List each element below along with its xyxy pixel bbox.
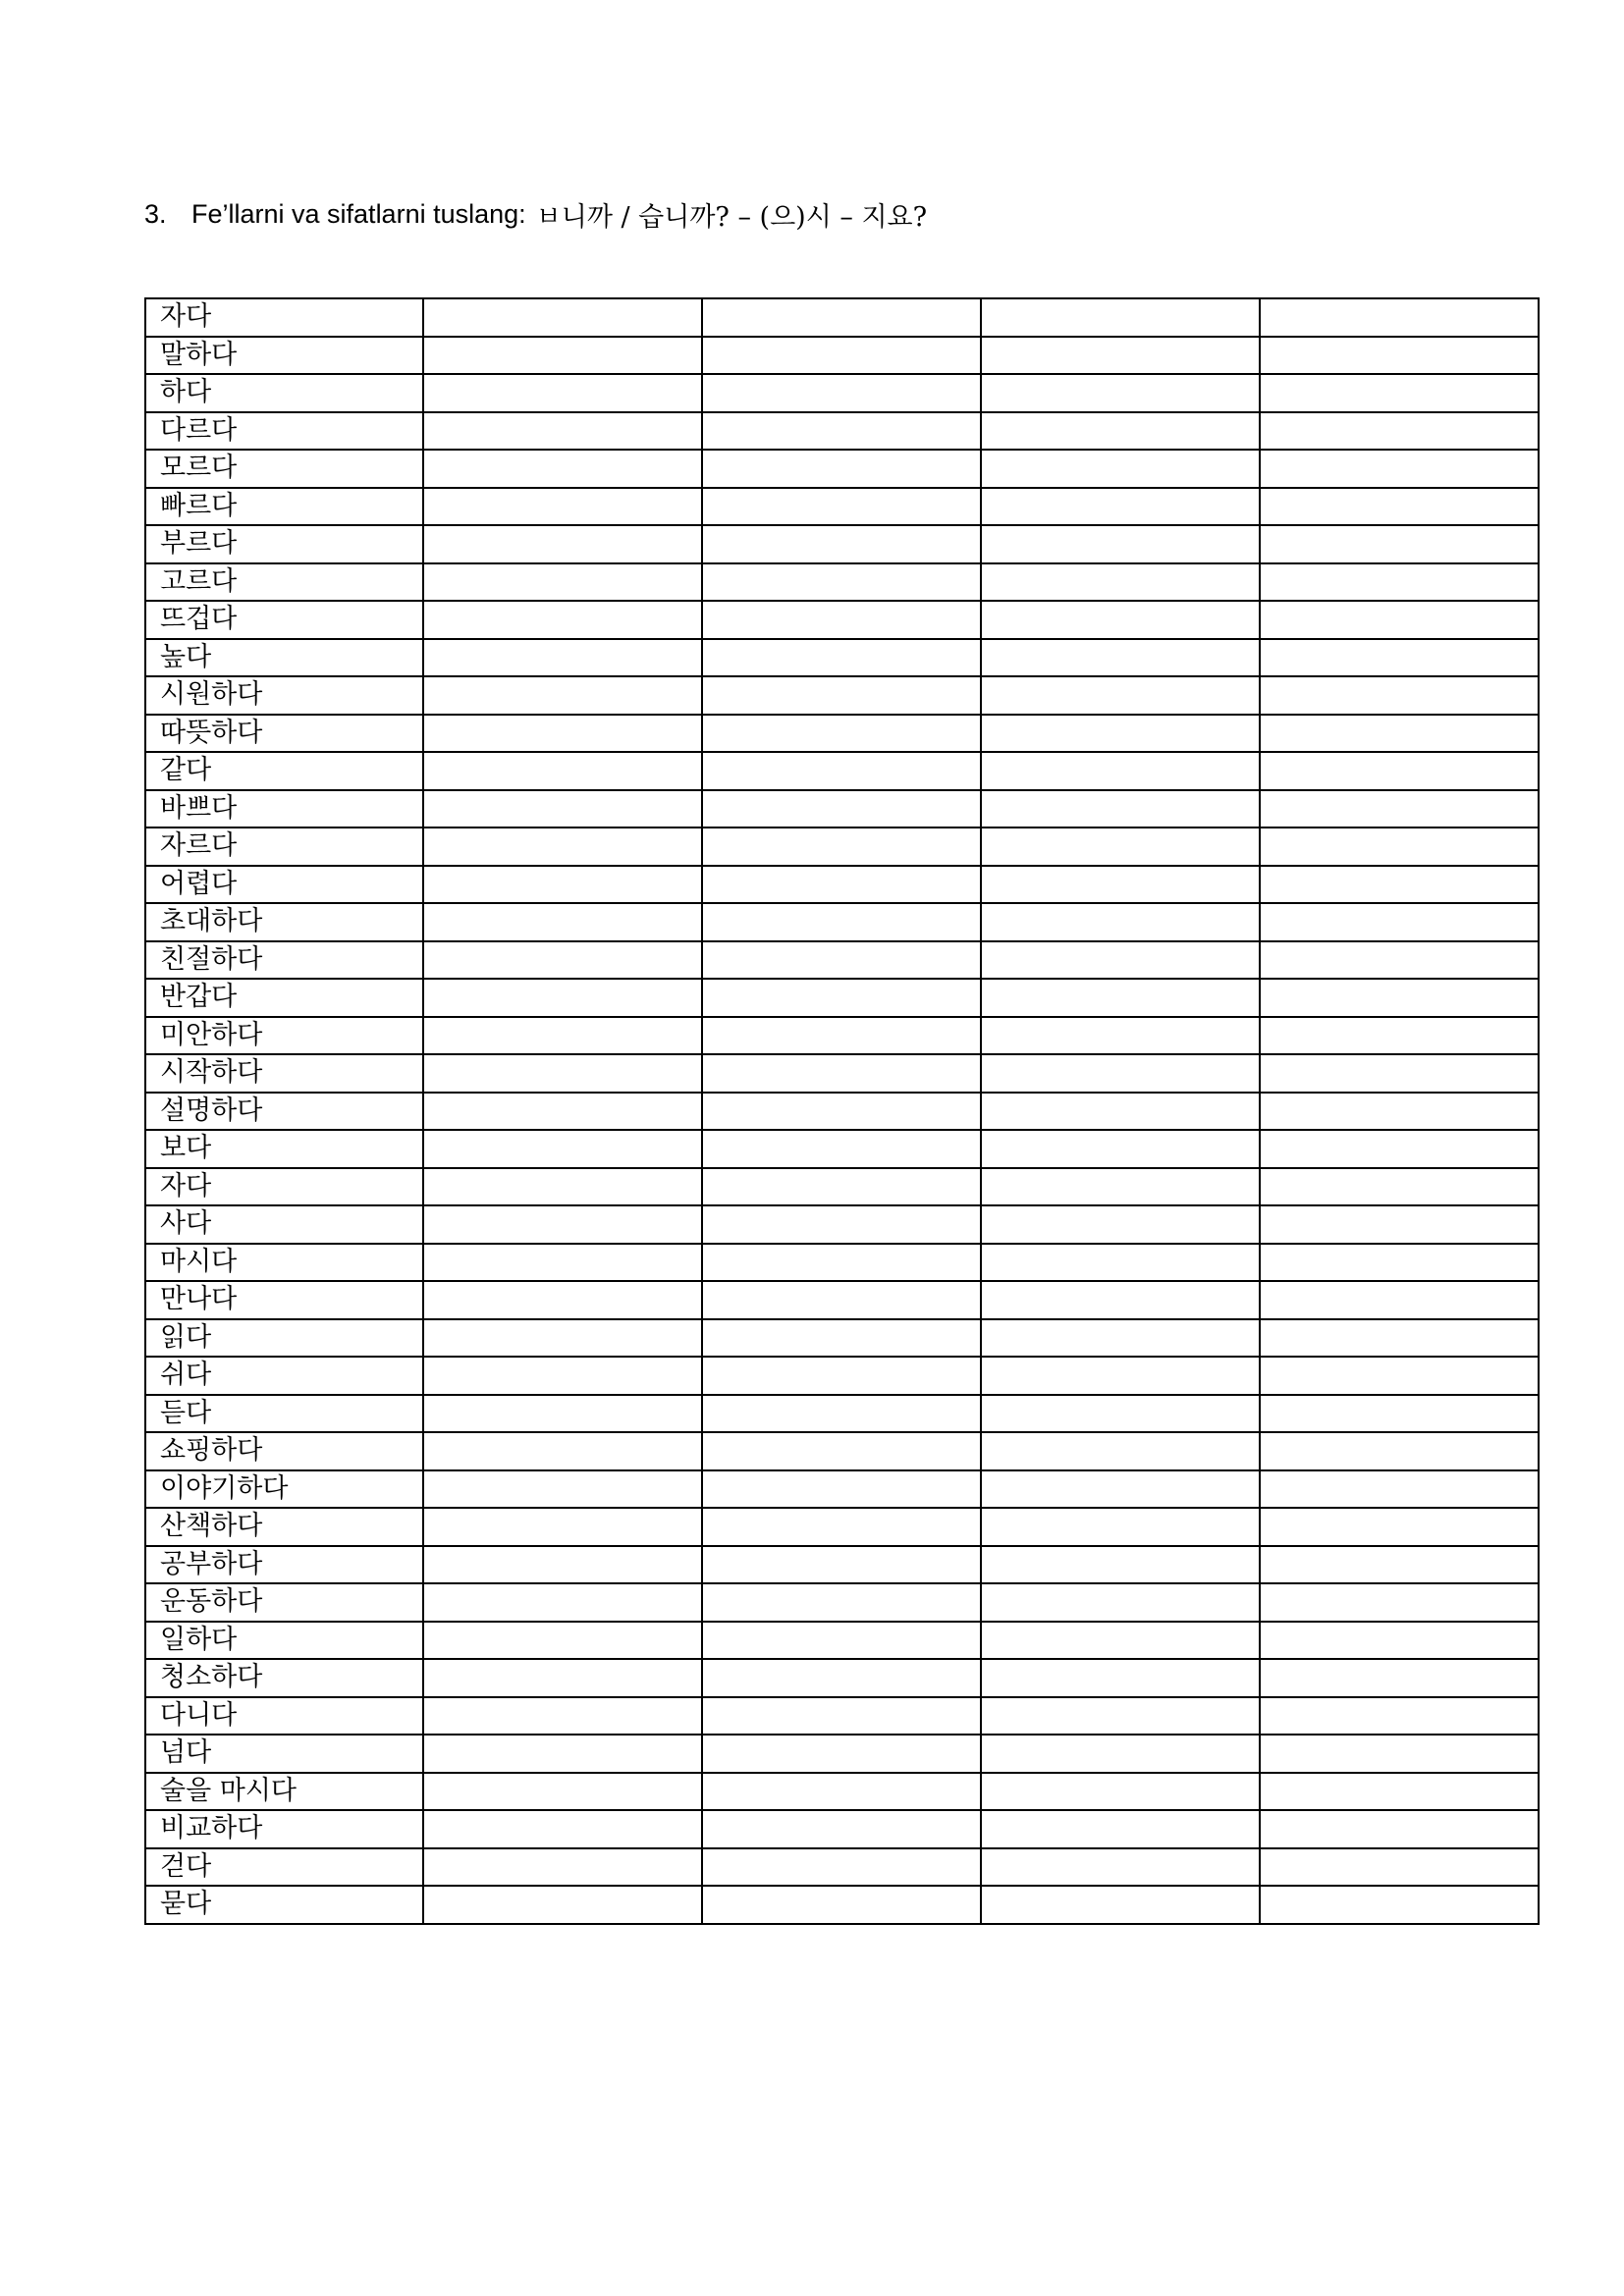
table-row — [145, 752, 1539, 790]
answer-cell[interactable] — [702, 298, 981, 337]
word-cell: 만나다 — [145, 1281, 423, 1319]
answer-cell[interactable] — [702, 1168, 981, 1206]
word-cell: 다니다 — [145, 1697, 423, 1735]
answer-cell[interactable] — [702, 979, 981, 1017]
answer-cell[interactable] — [981, 601, 1260, 639]
answer-cell[interactable] — [981, 1773, 1260, 1811]
table-row — [145, 1168, 1539, 1206]
answer-cell[interactable] — [423, 1470, 702, 1509]
answer-cell[interactable] — [423, 450, 702, 488]
answer-cell[interactable] — [1260, 1168, 1539, 1206]
answer-cell[interactable] — [1260, 676, 1539, 715]
answer-cell[interactable] — [702, 790, 981, 828]
answer-cell[interactable] — [981, 1583, 1260, 1622]
word-cell: 높다 — [145, 639, 423, 677]
answer-cell[interactable] — [981, 1622, 1260, 1660]
word-cell: 시작하다 — [145, 1054, 423, 1093]
answer-cell[interactable] — [423, 979, 702, 1017]
answer-cell[interactable] — [423, 412, 702, 451]
word-cell: 다르다 — [145, 412, 423, 451]
answer-cell[interactable] — [423, 1622, 702, 1660]
table-row — [145, 563, 1539, 602]
answer-cell[interactable] — [423, 1017, 702, 1055]
word-cell: 듣다 — [145, 1395, 423, 1433]
table-row — [145, 1622, 1539, 1660]
answer-cell[interactable] — [423, 488, 702, 526]
word-cell: 말하다 — [145, 337, 423, 375]
table-row — [145, 941, 1539, 980]
answer-cell[interactable] — [981, 790, 1260, 828]
answer-cell[interactable] — [423, 337, 702, 375]
answer-cell[interactable] — [981, 488, 1260, 526]
answer-cell[interactable] — [423, 715, 702, 753]
table-row — [145, 1470, 1539, 1509]
answer-cell[interactable] — [702, 1848, 981, 1887]
answer-cell[interactable] — [1260, 1810, 1539, 1848]
answer-cell[interactable] — [702, 1470, 981, 1509]
answer-cell[interactable] — [1260, 1848, 1539, 1887]
word-cell: 부르다 — [145, 525, 423, 563]
answer-cell[interactable] — [423, 1508, 702, 1546]
answer-cell[interactable] — [423, 1281, 702, 1319]
answer-cell[interactable] — [981, 1130, 1260, 1168]
table-row — [145, 828, 1539, 866]
word-cell: 초대하다 — [145, 903, 423, 941]
answer-cell[interactable] — [423, 601, 702, 639]
word-cell: 사다 — [145, 1205, 423, 1244]
answer-cell[interactable] — [423, 1583, 702, 1622]
answer-cell[interactable] — [981, 563, 1260, 602]
table-row — [145, 525, 1539, 563]
answer-cell[interactable] — [981, 337, 1260, 375]
word-cell: 모르다 — [145, 450, 423, 488]
table-row — [145, 1810, 1539, 1848]
answer-cell[interactable] — [1260, 1093, 1539, 1131]
answer-cell[interactable] — [981, 1093, 1260, 1131]
answer-cell[interactable] — [1260, 601, 1539, 639]
answer-cell[interactable] — [981, 979, 1260, 1017]
answer-cell[interactable] — [702, 828, 981, 866]
word-cell: 쇼핑하다 — [145, 1432, 423, 1470]
table-row — [145, 337, 1539, 375]
answer-cell[interactable] — [702, 1395, 981, 1433]
answer-cell[interactable] — [981, 1281, 1260, 1319]
answer-cell[interactable] — [1260, 1773, 1539, 1811]
answer-cell[interactable] — [981, 1168, 1260, 1206]
table-row — [145, 1546, 1539, 1584]
answer-cell[interactable] — [981, 1054, 1260, 1093]
answer-cell[interactable] — [702, 715, 981, 753]
table-row — [145, 790, 1539, 828]
answer-cell[interactable] — [702, 563, 981, 602]
answer-cell[interactable] — [1260, 337, 1539, 375]
answer-cell[interactable] — [981, 1735, 1260, 1773]
answer-cell[interactable] — [1260, 563, 1539, 602]
table-row — [145, 1848, 1539, 1887]
answer-cell[interactable] — [423, 903, 702, 941]
answer-cell[interactable] — [702, 1697, 981, 1735]
table-row — [145, 979, 1539, 1017]
answer-cell[interactable] — [702, 601, 981, 639]
conjugation-table — [144, 297, 1540, 1925]
answer-cell[interactable] — [423, 1244, 702, 1282]
word-cell: 걷다 — [145, 1848, 423, 1887]
answer-cell[interactable] — [423, 1432, 702, 1470]
answer-cell[interactable] — [1260, 1432, 1539, 1470]
answer-cell[interactable] — [981, 1017, 1260, 1055]
answer-cell[interactable] — [981, 1395, 1260, 1433]
answer-cell[interactable] — [1260, 525, 1539, 563]
table-row — [145, 1017, 1539, 1055]
answer-cell[interactable] — [1260, 1697, 1539, 1735]
answer-cell[interactable] — [1260, 1054, 1539, 1093]
answer-cell[interactable] — [981, 1432, 1260, 1470]
answer-cell[interactable] — [423, 1735, 702, 1773]
answer-cell[interactable] — [1260, 374, 1539, 412]
answer-cell[interactable] — [702, 1583, 981, 1622]
table-row — [145, 1054, 1539, 1093]
table-row — [145, 1432, 1539, 1470]
word-cell: 쉬다 — [145, 1357, 423, 1395]
answer-cell[interactable] — [423, 1810, 702, 1848]
answer-cell[interactable] — [1260, 298, 1539, 337]
table-row — [145, 1886, 1539, 1924]
answer-cell[interactable] — [423, 828, 702, 866]
answer-cell[interactable] — [702, 488, 981, 526]
answer-cell[interactable] — [702, 450, 981, 488]
answer-cell[interactable] — [702, 525, 981, 563]
answer-cell[interactable] — [981, 715, 1260, 753]
answer-cell[interactable] — [981, 1848, 1260, 1887]
answer-cell[interactable] — [702, 1432, 981, 1470]
table-row — [145, 1773, 1539, 1811]
answer-cell[interactable] — [702, 941, 981, 980]
word-cell: 운동하다 — [145, 1583, 423, 1622]
word-cell: 술을 마시다 — [145, 1773, 423, 1811]
answer-cell[interactable] — [702, 676, 981, 715]
answer-cell[interactable] — [702, 374, 981, 412]
answer-cell[interactable] — [1260, 1205, 1539, 1244]
word-cell: 일하다 — [145, 1622, 423, 1660]
word-cell: 바쁘다 — [145, 790, 423, 828]
answer-cell[interactable] — [702, 1054, 981, 1093]
answer-cell[interactable] — [702, 1017, 981, 1055]
table-row — [145, 298, 1539, 337]
answer-cell[interactable] — [702, 1130, 981, 1168]
answer-cell[interactable] — [423, 1319, 702, 1358]
answer-cell[interactable] — [702, 1319, 981, 1358]
table-row — [145, 1508, 1539, 1546]
word-cell: 친절하다 — [145, 941, 423, 980]
answer-cell[interactable] — [981, 1659, 1260, 1697]
answer-cell[interactable] — [981, 1508, 1260, 1546]
word-cell: 청소하다 — [145, 1659, 423, 1697]
word-cell: 빠르다 — [145, 488, 423, 526]
answer-cell[interactable] — [423, 866, 702, 904]
answer-cell[interactable] — [423, 563, 702, 602]
answer-cell[interactable] — [423, 1546, 702, 1584]
answer-cell[interactable] — [981, 412, 1260, 451]
answer-cell[interactable] — [702, 1735, 981, 1773]
answer-cell[interactable] — [423, 1697, 702, 1735]
answer-cell[interactable] — [981, 639, 1260, 677]
answer-cell[interactable] — [981, 1357, 1260, 1395]
answer-cell[interactable] — [423, 374, 702, 412]
answer-cell[interactable] — [702, 1281, 981, 1319]
answer-cell[interactable] — [981, 866, 1260, 904]
word-cell: 미안하다 — [145, 1017, 423, 1055]
answer-cell[interactable] — [423, 1659, 702, 1697]
answer-cell[interactable] — [1260, 790, 1539, 828]
answer-cell[interactable] — [702, 1773, 981, 1811]
word-cell: 뜨겁다 — [145, 601, 423, 639]
answer-cell[interactable] — [702, 412, 981, 451]
table-row — [145, 1697, 1539, 1735]
answer-cell[interactable] — [702, 903, 981, 941]
word-cell: 산책하다 — [145, 1508, 423, 1546]
answer-cell[interactable] — [702, 1810, 981, 1848]
answer-cell[interactable] — [423, 1168, 702, 1206]
answer-cell[interactable] — [702, 1508, 981, 1546]
answer-cell[interactable] — [702, 1622, 981, 1660]
answer-cell[interactable] — [1260, 1357, 1539, 1395]
answer-cell[interactable] — [1260, 979, 1539, 1017]
answer-cell[interactable] — [423, 790, 702, 828]
answer-cell[interactable] — [981, 676, 1260, 715]
answer-cell[interactable] — [1260, 941, 1539, 980]
answer-cell[interactable] — [423, 525, 702, 563]
answer-cell[interactable] — [1260, 1508, 1539, 1546]
answer-cell[interactable] — [1260, 1470, 1539, 1509]
answer-cell[interactable] — [1260, 1546, 1539, 1584]
answer-cell[interactable] — [1260, 1886, 1539, 1924]
table-row — [145, 639, 1539, 677]
table-row — [145, 1093, 1539, 1131]
answer-cell[interactable] — [1260, 828, 1539, 866]
answer-cell[interactable] — [981, 1697, 1260, 1735]
word-cell: 마시다 — [145, 1244, 423, 1282]
table-row — [145, 866, 1539, 904]
answer-cell[interactable] — [423, 941, 702, 980]
word-cell: 넘다 — [145, 1735, 423, 1773]
answer-cell[interactable] — [702, 1886, 981, 1924]
table-row — [145, 374, 1539, 412]
answer-cell[interactable] — [702, 1093, 981, 1131]
answer-cell[interactable] — [423, 752, 702, 790]
answer-cell[interactable] — [1260, 412, 1539, 451]
answer-cell[interactable] — [423, 1054, 702, 1093]
answer-cell[interactable] — [1260, 715, 1539, 753]
answer-cell[interactable] — [981, 450, 1260, 488]
word-cell: 이야기하다 — [145, 1470, 423, 1509]
answer-cell[interactable] — [702, 639, 981, 677]
table-row — [145, 1583, 1539, 1622]
word-cell: 묻다 — [145, 1886, 423, 1924]
table-row — [145, 1659, 1539, 1697]
answer-cell[interactable] — [423, 1093, 702, 1131]
table-row — [145, 676, 1539, 715]
answer-cell[interactable] — [981, 374, 1260, 412]
answer-cell[interactable] — [702, 752, 981, 790]
answer-cell[interactable] — [1260, 1659, 1539, 1697]
table-row — [145, 1244, 1539, 1282]
word-cell: 어렵다 — [145, 866, 423, 904]
answer-cell[interactable] — [702, 1546, 981, 1584]
exercise-instruction: Fe’llarni va sifatlarni tuslang: — [191, 198, 526, 229]
exercise-endings: ㅂ니까 / 습니까? – (으)시 – 지요? — [535, 201, 928, 233]
word-cell: 비교하다 — [145, 1810, 423, 1848]
table-row — [145, 1130, 1539, 1168]
table-row — [145, 1735, 1539, 1773]
table-row — [145, 1395, 1539, 1433]
table-row — [145, 412, 1539, 451]
answer-cell[interactable] — [702, 337, 981, 375]
word-cell: 자다 — [145, 298, 423, 337]
answer-cell[interactable] — [702, 866, 981, 904]
answer-cell[interactable] — [1260, 1583, 1539, 1622]
answer-cell[interactable] — [981, 1319, 1260, 1358]
table-row — [145, 903, 1539, 941]
answer-cell[interactable] — [1260, 866, 1539, 904]
word-cell: 자르다 — [145, 828, 423, 866]
answer-cell[interactable] — [1260, 1017, 1539, 1055]
word-cell: 같다 — [145, 752, 423, 790]
answer-cell[interactable] — [981, 828, 1260, 866]
answer-cell[interactable] — [1260, 903, 1539, 941]
answer-cell[interactable] — [981, 298, 1260, 337]
table-row — [145, 488, 1539, 526]
word-cell: 자다 — [145, 1168, 423, 1206]
answer-cell[interactable] — [981, 1886, 1260, 1924]
answer-cell[interactable] — [1260, 1281, 1539, 1319]
answer-cell[interactable] — [1260, 450, 1539, 488]
answer-cell[interactable] — [423, 1395, 702, 1433]
answer-cell[interactable] — [1260, 1622, 1539, 1660]
answer-cell[interactable] — [702, 1205, 981, 1244]
table-row — [145, 1205, 1539, 1244]
answer-cell[interactable] — [423, 298, 702, 337]
word-cell: 고르다 — [145, 563, 423, 602]
word-cell: 읽다 — [145, 1319, 423, 1358]
exercise-number: 3. — [144, 198, 167, 229]
table-row — [145, 450, 1539, 488]
answer-cell[interactable] — [1260, 752, 1539, 790]
answer-cell[interactable] — [981, 941, 1260, 980]
word-cell: 하다 — [145, 374, 423, 412]
answer-cell[interactable] — [702, 1357, 981, 1395]
answer-cell[interactable] — [1260, 1319, 1539, 1358]
answer-cell[interactable] — [981, 752, 1260, 790]
answer-cell[interactable] — [1260, 1244, 1539, 1282]
answer-cell[interactable] — [981, 1205, 1260, 1244]
table-row — [145, 601, 1539, 639]
table-row — [145, 1319, 1539, 1358]
answer-cell[interactable] — [423, 639, 702, 677]
table-row — [145, 715, 1539, 753]
answer-cell[interactable] — [1260, 488, 1539, 526]
answer-cell[interactable] — [981, 903, 1260, 941]
answer-cell[interactable] — [423, 1205, 702, 1244]
answer-cell[interactable] — [981, 1244, 1260, 1282]
answer-cell[interactable] — [702, 1244, 981, 1282]
table-row — [145, 1357, 1539, 1395]
answer-cell[interactable] — [981, 1810, 1260, 1848]
conjugation-table-body — [145, 298, 1539, 1924]
answer-cell[interactable] — [423, 1357, 702, 1395]
answer-cell[interactable] — [702, 1659, 981, 1697]
answer-cell[interactable] — [981, 1546, 1260, 1584]
answer-cell[interactable] — [1260, 1130, 1539, 1168]
answer-cell[interactable] — [423, 676, 702, 715]
answer-cell[interactable] — [423, 1848, 702, 1887]
word-cell: 보다 — [145, 1130, 423, 1168]
word-cell: 따뜻하다 — [145, 715, 423, 753]
word-cell: 공부하다 — [145, 1546, 423, 1584]
answer-cell[interactable] — [423, 1773, 702, 1811]
answer-cell[interactable] — [1260, 1735, 1539, 1773]
word-cell: 반갑다 — [145, 979, 423, 1017]
answer-cell[interactable] — [423, 1886, 702, 1924]
answer-cell[interactable] — [981, 525, 1260, 563]
table-row — [145, 1281, 1539, 1319]
word-cell: 시원하다 — [145, 676, 423, 715]
answer-cell[interactable] — [1260, 639, 1539, 677]
word-cell: 설명하다 — [145, 1093, 423, 1131]
exercise-heading — [144, 192, 927, 236]
answer-cell[interactable] — [423, 1130, 702, 1168]
answer-cell[interactable] — [1260, 1395, 1539, 1433]
answer-cell[interactable] — [981, 1470, 1260, 1509]
